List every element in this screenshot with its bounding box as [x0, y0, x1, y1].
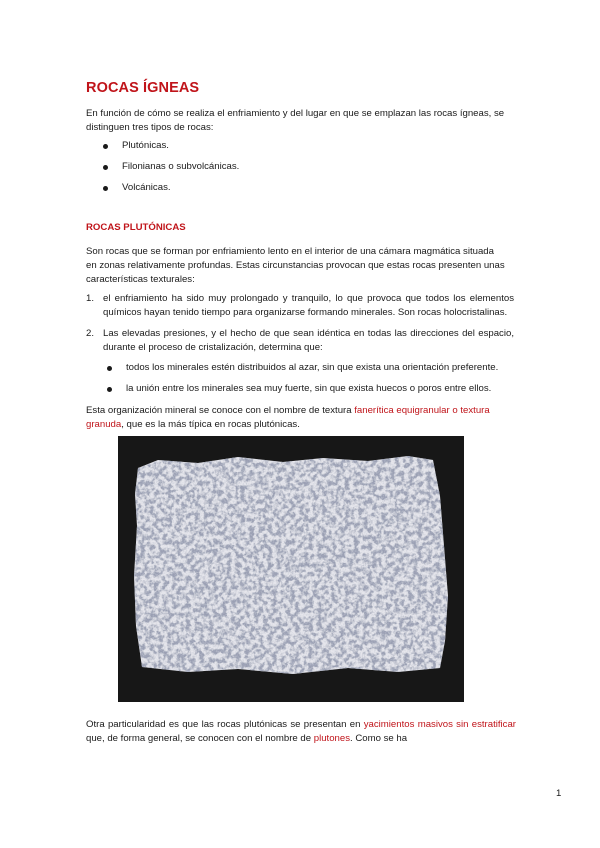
- bullet-icon: [107, 387, 112, 392]
- texture-paragraph: Esta organización mineral se conoce con el nombre de textura fanerítica equigranular o textura granuda, que es la más típica en rocas plutónicas.: [86, 405, 490, 430]
- characteristics-list: [86, 292, 514, 355]
- texture-term: fanerítica equigranular o textura granuda: [86, 405, 490, 430]
- list-item: la unión entre los minerales sea muy fuerte, sin que exista huecos o poros entre ellos.: [104, 382, 498, 396]
- plutons-term: plutones: [313, 733, 351, 744]
- section-paragraph: Son rocas que se forman por enfriamiento lento en el interior de una cámara magmática situada en zonas relativamente profundas. Estas circunstancias provocan que estas rocas presenten unas características texturales:: [86, 246, 505, 285]
- list-item: Plutónicas.: [100, 139, 239, 153]
- list-item: Volcánicas.: [100, 181, 239, 195]
- closing-paragraph: Otra particularidad es que las rocas plutónicas se presentan en yacimientos masivos sin estratificar que, de forma general, se conocen con el nombre de plutones. Como se ha: [86, 719, 516, 744]
- section-heading: ROCAS PLUTÓNICAS: [86, 222, 186, 233]
- rock-types-list: [100, 139, 239, 195]
- granite-rock-image: [118, 436, 464, 702]
- list-item: 1. el enfriamiento ha sido muy prolongado y tranquilo, lo que provoca que todos los elementos químicos hayan tenido tiempo para organizarse formando minerales. Son rocas holocristalinas.: [86, 293, 514, 318]
- list-item: 2. Las elevadas presiones, y el hecho de que sean idéntica en todas las direcciones del espacio, durante el proceso de cristalización, determina que:: [86, 328, 514, 353]
- bullet-icon: [103, 186, 108, 191]
- sub-bullets-list: [104, 361, 498, 396]
- page-title: ROCAS ÍGNEAS: [86, 80, 200, 96]
- bullet-icon: [103, 165, 108, 170]
- granite-photo: [118, 436, 464, 702]
- intro-paragraph: En función de cómo se realiza el enfriamiento y del lugar en que se emplazan las rocas ígneas, se distinguen tres tipos de rocas:: [86, 108, 505, 133]
- bullet-icon: [107, 366, 112, 371]
- bullet-icon: [103, 144, 108, 149]
- page-number: 1: [556, 788, 562, 799]
- massive-deposits-term: yacimientos masivos sin estratificar: [363, 719, 516, 730]
- list-item: Filonianas o subvolcánicas.: [100, 160, 239, 174]
- list-item: todos los minerales estén distribuidos al azar, sin que exista una orientación preferente.: [104, 361, 498, 375]
